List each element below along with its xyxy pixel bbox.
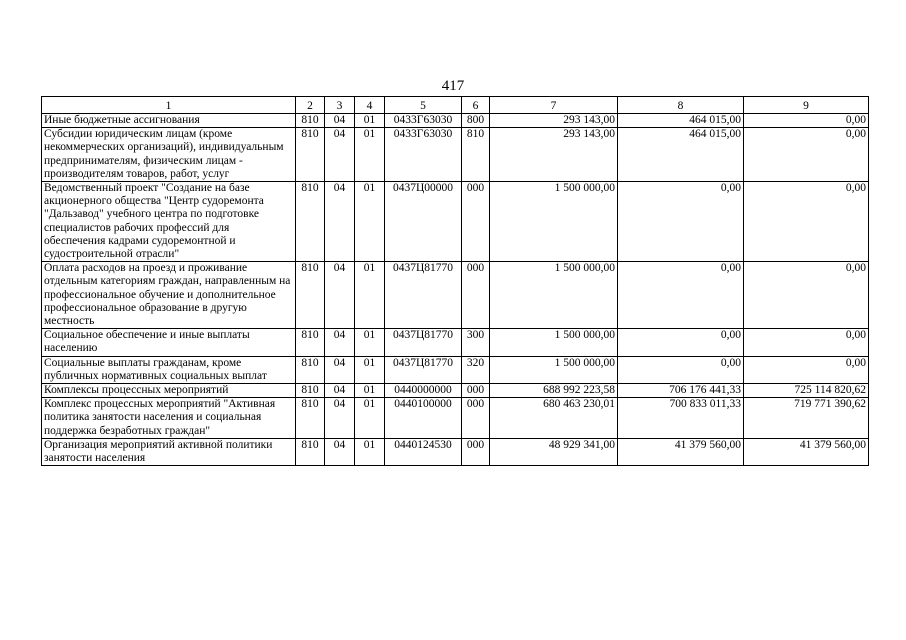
header-col-5: 5: [385, 97, 462, 114]
row-expense-type: 300: [462, 329, 490, 356]
row-expense-type: 000: [462, 384, 490, 398]
row-subsection: 01: [355, 356, 385, 383]
row-amount-col8: 0,00: [618, 262, 744, 329]
table-row: [42, 262, 869, 329]
row-subsection: 01: [355, 114, 385, 128]
row-name: Организация мероприятий активной политики занятости населения: [42, 438, 296, 465]
row-target-code: 0440124530: [385, 438, 462, 465]
row-amount-col8: 0,00: [618, 356, 744, 383]
row-grbs: 810: [296, 398, 325, 439]
row-grbs: 810: [296, 114, 325, 128]
row-section: 04: [325, 114, 355, 128]
row-expense-type: 810: [462, 128, 490, 182]
table-row: [42, 128, 869, 182]
header-col-3: 3: [325, 97, 355, 114]
row-amount-col7: 680 463 230,01: [490, 398, 618, 439]
row-amount-col9: 41 379 560,00: [744, 438, 869, 465]
table-header-row: [42, 97, 869, 114]
row-name: Ведомственный проект "Создание на базе акционерного общества "Центр судоремонта "Дальзавод" учебного центра по подготовке специалистов рабочих профессий для обеспечения кадрами судоремонтной и судостроительной отрасли": [42, 182, 296, 262]
header-col-7: 7: [490, 97, 618, 114]
row-amount-col8: 706 176 441,33: [618, 384, 744, 398]
header-col-4: 4: [355, 97, 385, 114]
row-expense-type: 000: [462, 398, 490, 439]
row-expense-type: 000: [462, 262, 490, 329]
header-col-2: 2: [296, 97, 325, 114]
table-row: [42, 384, 869, 398]
row-amount-col9: 725 114 820,62: [744, 384, 869, 398]
row-name: Социальное обеспечение и иные выплаты населению: [42, 329, 296, 356]
row-target-code: 0433Г63030: [385, 114, 462, 128]
row-name: Комплексы процессных мероприятий: [42, 384, 296, 398]
page-number: 417: [441, 78, 465, 94]
row-target-code: 0433Г63030: [385, 128, 462, 182]
row-amount-col9: 0,00: [744, 262, 869, 329]
row-section: 04: [325, 398, 355, 439]
row-expense-type: 320: [462, 356, 490, 383]
row-name: Иные бюджетные ассигнования: [42, 114, 296, 128]
row-amount-col7: 1 500 000,00: [490, 182, 618, 262]
row-amount-col8: 0,00: [618, 182, 744, 262]
row-section: 04: [325, 329, 355, 356]
table-row: [42, 398, 869, 439]
table-row: [42, 329, 869, 356]
row-subsection: 01: [355, 128, 385, 182]
row-amount-col7: 1 500 000,00: [490, 329, 618, 356]
row-expense-type: 800: [462, 114, 490, 128]
row-name: Комплекс процессных мероприятий "Активная политика занятости населения и социальная поддержка безработных граждан": [42, 398, 296, 439]
row-section: 04: [325, 262, 355, 329]
row-subsection: 01: [355, 398, 385, 439]
row-amount-col8: 0,00: [618, 329, 744, 356]
row-expense-type: 000: [462, 438, 490, 465]
row-grbs: 810: [296, 262, 325, 329]
row-grbs: 810: [296, 356, 325, 383]
row-amount-col8: 464 015,00: [618, 128, 744, 182]
table-row: [42, 182, 869, 262]
row-section: 04: [325, 384, 355, 398]
table-row: [42, 438, 869, 465]
row-amount-col7: 1 500 000,00: [490, 356, 618, 383]
row-grbs: 810: [296, 438, 325, 465]
header-col-1: 1: [42, 97, 296, 114]
row-target-code: 0437Ц00000: [385, 182, 462, 262]
row-grbs: 810: [296, 329, 325, 356]
row-amount-col9: 0,00: [744, 182, 869, 262]
row-subsection: 01: [355, 262, 385, 329]
header-col-6: 6: [462, 97, 490, 114]
row-subsection: 01: [355, 182, 385, 262]
header-col-8: 8: [618, 97, 744, 114]
row-amount-col7: 1 500 000,00: [490, 262, 618, 329]
row-name: Социальные выплаты гражданам, кроме публичных нормативных социальных выплат: [42, 356, 296, 383]
row-grbs: 810: [296, 384, 325, 398]
row-amount-col8: 464 015,00: [618, 114, 744, 128]
row-amount-col9: 0,00: [744, 329, 869, 356]
budget-table: [41, 96, 869, 466]
row-target-code: 0437Ц81770: [385, 356, 462, 383]
row-subsection: 01: [355, 438, 385, 465]
row-name: Субсидии юридическим лицам (кроме некоммерческих организаций), индивидуальным предпринимателям, физическим лицам - производителям товаров, работ, услуг: [42, 128, 296, 182]
table-row: [42, 356, 869, 383]
row-target-code: 0440100000: [385, 398, 462, 439]
row-amount-col9: 0,00: [744, 128, 869, 182]
row-grbs: 810: [296, 182, 325, 262]
row-expense-type: 000: [462, 182, 490, 262]
row-section: 04: [325, 182, 355, 262]
row-amount-col9: 719 771 390,62: [744, 398, 869, 439]
row-amount-col8: 41 379 560,00: [618, 438, 744, 465]
row-target-code: 0437Ц81770: [385, 329, 462, 356]
row-amount-col9: 0,00: [744, 356, 869, 383]
row-name: Оплата расходов на проезд и проживание отдельным категориям граждан, направленным на профессиональное обучение и дополнительное профессиональное образование в другую местность: [42, 262, 296, 329]
row-subsection: 01: [355, 384, 385, 398]
row-amount-col7: 48 929 341,00: [490, 438, 618, 465]
row-amount-col7: 293 143,00: [490, 128, 618, 182]
header-col-9: 9: [744, 97, 869, 114]
row-target-code: 0440000000: [385, 384, 462, 398]
row-amount-col8: 700 833 011,33: [618, 398, 744, 439]
table-row: [42, 114, 869, 128]
row-section: 04: [325, 128, 355, 182]
row-amount-col7: 688 992 223,58: [490, 384, 618, 398]
row-grbs: 810: [296, 128, 325, 182]
row-amount-col7: 293 143,00: [490, 114, 618, 128]
row-target-code: 0437Ц81770: [385, 262, 462, 329]
row-subsection: 01: [355, 329, 385, 356]
row-amount-col9: 0,00: [744, 114, 869, 128]
row-section: 04: [325, 356, 355, 383]
row-section: 04: [325, 438, 355, 465]
